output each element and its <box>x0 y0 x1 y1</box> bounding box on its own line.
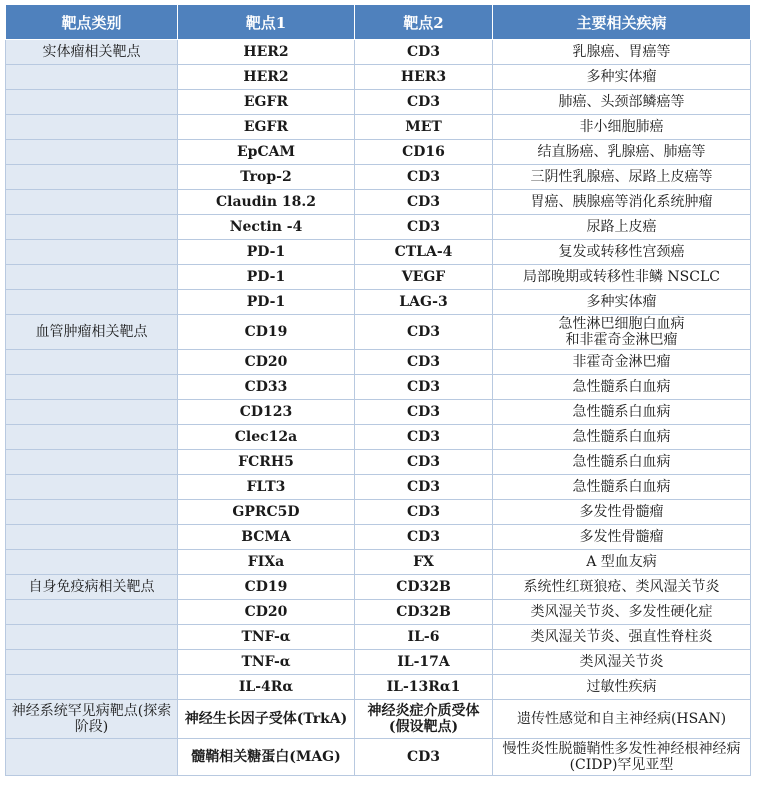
disease-cell: 系统性红斑狼疮、类风湿关节炎 <box>493 575 751 600</box>
table-row <box>6 400 751 425</box>
table-row <box>6 350 751 375</box>
table-row <box>6 600 751 625</box>
category-cell <box>6 625 178 650</box>
target1-cell: HER2 <box>178 40 355 65</box>
target2-cell: CD3 <box>355 40 493 65</box>
target1-cell: TNF-α <box>178 650 355 675</box>
category-cell <box>6 215 178 240</box>
table-row <box>6 739 751 776</box>
table-row <box>6 625 751 650</box>
table-container <box>5 4 750 776</box>
disease-cell: 急性髓系白血病 <box>493 425 751 450</box>
target1-cell: FLT3 <box>178 475 355 500</box>
target1-cell: BCMA <box>178 525 355 550</box>
target2-cell: CD3 <box>355 500 493 525</box>
target2-cell: CD3 <box>355 350 493 375</box>
target1-cell: HER2 <box>178 65 355 90</box>
disease-cell: 类风湿关节炎、多发性硬化症 <box>493 600 751 625</box>
category-cell <box>6 115 178 140</box>
disease-cell: 多种实体瘤 <box>493 65 751 90</box>
header-category: 靶点类别 <box>6 5 178 40</box>
target1-cell: Trop-2 <box>178 165 355 190</box>
target1-cell: FCRH5 <box>178 450 355 475</box>
target1-cell: CD33 <box>178 375 355 400</box>
target1-cell: EpCAM <box>178 140 355 165</box>
category-cell: 自身免疫病相关靶点 <box>6 575 178 600</box>
target1-cell: CD19 <box>178 575 355 600</box>
table-row <box>6 265 751 290</box>
category-cell <box>6 265 178 290</box>
target1-cell: EGFR <box>178 90 355 115</box>
table-row <box>6 700 751 739</box>
target2-cell: CD3 <box>355 315 493 350</box>
table-row <box>6 115 751 140</box>
disease-cell: 非霍奇金淋巴瘤 <box>493 350 751 375</box>
target1-cell: GPRC5D <box>178 500 355 525</box>
target2-cell: CD3 <box>355 450 493 475</box>
category-cell <box>6 400 178 425</box>
target1-cell: IL-4Rα <box>178 675 355 700</box>
target1-cell: 髓鞘相关糖蛋白(MAG) <box>178 739 355 776</box>
disease-cell: 乳腺癌、胃癌等 <box>493 40 751 65</box>
table-row <box>6 425 751 450</box>
category-cell <box>6 475 178 500</box>
category-cell <box>6 739 178 776</box>
table-row <box>6 290 751 315</box>
disease-cell: A 型血友病 <box>493 550 751 575</box>
target1-cell: CD123 <box>178 400 355 425</box>
category-cell <box>6 90 178 115</box>
disease-cell: 急性髓系白血病 <box>493 400 751 425</box>
target2-cell: CD3 <box>355 215 493 240</box>
category-cell <box>6 600 178 625</box>
header-target1: 靶点1 <box>178 5 355 40</box>
category-cell <box>6 350 178 375</box>
table-row <box>6 475 751 500</box>
disease-cell: 急性髓系白血病 <box>493 450 751 475</box>
disease-cell: 尿路上皮癌 <box>493 215 751 240</box>
disease-cell: 胃癌、胰腺癌等消化系统肿瘤 <box>493 190 751 215</box>
target2-cell: CD3 <box>355 165 493 190</box>
target1-cell: CD20 <box>178 600 355 625</box>
target2-cell: IL-13Rα1 <box>355 675 493 700</box>
target2-cell: CD32B <box>355 600 493 625</box>
table-row <box>6 375 751 400</box>
table-row <box>6 550 751 575</box>
target1-cell: CD19 <box>178 315 355 350</box>
target2-cell: CD3 <box>355 375 493 400</box>
target2-cell: CD3 <box>355 525 493 550</box>
table-row <box>6 215 751 240</box>
target2-cell: LAG-3 <box>355 290 493 315</box>
table-row <box>6 500 751 525</box>
table-row <box>6 140 751 165</box>
target2-cell: CD3 <box>355 475 493 500</box>
target1-cell: TNF-α <box>178 625 355 650</box>
target2-cell: CD3 <box>355 190 493 215</box>
category-cell <box>6 525 178 550</box>
target2-cell: MET <box>355 115 493 140</box>
category-cell <box>6 240 178 265</box>
target1-cell: PD-1 <box>178 290 355 315</box>
table-row <box>6 40 751 65</box>
category-cell <box>6 65 178 90</box>
target2-cell: 神经炎症介质受体 (假设靶点) <box>355 700 493 739</box>
target1-cell: FIXa <box>178 550 355 575</box>
disease-cell: 复发或转移性宫颈癌 <box>493 240 751 265</box>
target2-cell: CD32B <box>355 575 493 600</box>
table-row <box>6 675 751 700</box>
target2-cell: CTLA-4 <box>355 240 493 265</box>
table-body <box>6 40 751 776</box>
disease-cell: 多发性骨髓瘤 <box>493 500 751 525</box>
target2-cell: CD16 <box>355 140 493 165</box>
category-cell <box>6 500 178 525</box>
category-cell: 实体瘤相关靶点 <box>6 40 178 65</box>
target1-cell: Clec12a <box>178 425 355 450</box>
target1-cell: 神经生长因子受体(TrkA) <box>178 700 355 739</box>
category-cell <box>6 290 178 315</box>
bispecific-target-table <box>5 4 751 776</box>
disease-cell: 三阴性乳腺癌、尿路上皮癌等 <box>493 165 751 190</box>
disease-cell: 急性髓系白血病 <box>493 375 751 400</box>
header-row <box>6 5 751 40</box>
table-row <box>6 240 751 265</box>
category-cell: 血管肿瘤相关靶点 <box>6 315 178 350</box>
category-cell <box>6 375 178 400</box>
category-cell <box>6 425 178 450</box>
target2-cell: CD3 <box>355 425 493 450</box>
disease-cell: 过敏性疾病 <box>493 675 751 700</box>
category-cell <box>6 450 178 475</box>
category-cell <box>6 550 178 575</box>
target2-cell: CD3 <box>355 90 493 115</box>
disease-cell: 急性髓系白血病 <box>493 475 751 500</box>
disease-cell: 非小细胞肺癌 <box>493 115 751 140</box>
table-row <box>6 165 751 190</box>
disease-cell: 遗传性感觉和自主神经病(HSAN) <box>493 700 751 739</box>
target1-cell: Nectin -4 <box>178 215 355 240</box>
table-row <box>6 190 751 215</box>
table-row <box>6 650 751 675</box>
header-disease: 主要相关疾病 <box>493 5 751 40</box>
target2-cell: IL-6 <box>355 625 493 650</box>
target2-cell: IL-17A <box>355 650 493 675</box>
target1-cell: CD20 <box>178 350 355 375</box>
target2-cell: FX <box>355 550 493 575</box>
disease-cell: 慢性炎性脱髓鞘性多发性神经根神经病(CIDP)罕见亚型 <box>493 739 751 776</box>
category-cell <box>6 190 178 215</box>
disease-cell: 多种实体瘤 <box>493 290 751 315</box>
disease-cell: 肺癌、头颈部鳞癌等 <box>493 90 751 115</box>
disease-cell: 结直肠癌、乳腺癌、肺癌等 <box>493 140 751 165</box>
category-cell <box>6 675 178 700</box>
table-row <box>6 525 751 550</box>
category-cell <box>6 165 178 190</box>
table-row <box>6 315 751 350</box>
disease-cell: 类风湿关节炎 <box>493 650 751 675</box>
header-target2: 靶点2 <box>355 5 493 40</box>
target1-cell: EGFR <box>178 115 355 140</box>
disease-cell: 局部晚期或转移性非鳞 NSCLC <box>493 265 751 290</box>
table-row <box>6 450 751 475</box>
target2-cell: HER3 <box>355 65 493 90</box>
target1-cell: PD-1 <box>178 240 355 265</box>
category-cell: 神经系统罕见病靶点(探索阶段) <box>6 700 178 739</box>
target1-cell: Claudin 18.2 <box>178 190 355 215</box>
table-row <box>6 90 751 115</box>
target2-cell: CD3 <box>355 739 493 776</box>
disease-cell: 类风湿关节炎、强直性脊柱炎 <box>493 625 751 650</box>
category-cell <box>6 140 178 165</box>
disease-cell: 急性淋巴细胞白血病 和非霍奇金淋巴瘤 <box>493 315 751 350</box>
table-row <box>6 65 751 90</box>
target2-cell: CD3 <box>355 400 493 425</box>
category-cell <box>6 650 178 675</box>
disease-cell: 多发性骨髓瘤 <box>493 525 751 550</box>
target2-cell: VEGF <box>355 265 493 290</box>
table-row <box>6 575 751 600</box>
target1-cell: PD-1 <box>178 265 355 290</box>
